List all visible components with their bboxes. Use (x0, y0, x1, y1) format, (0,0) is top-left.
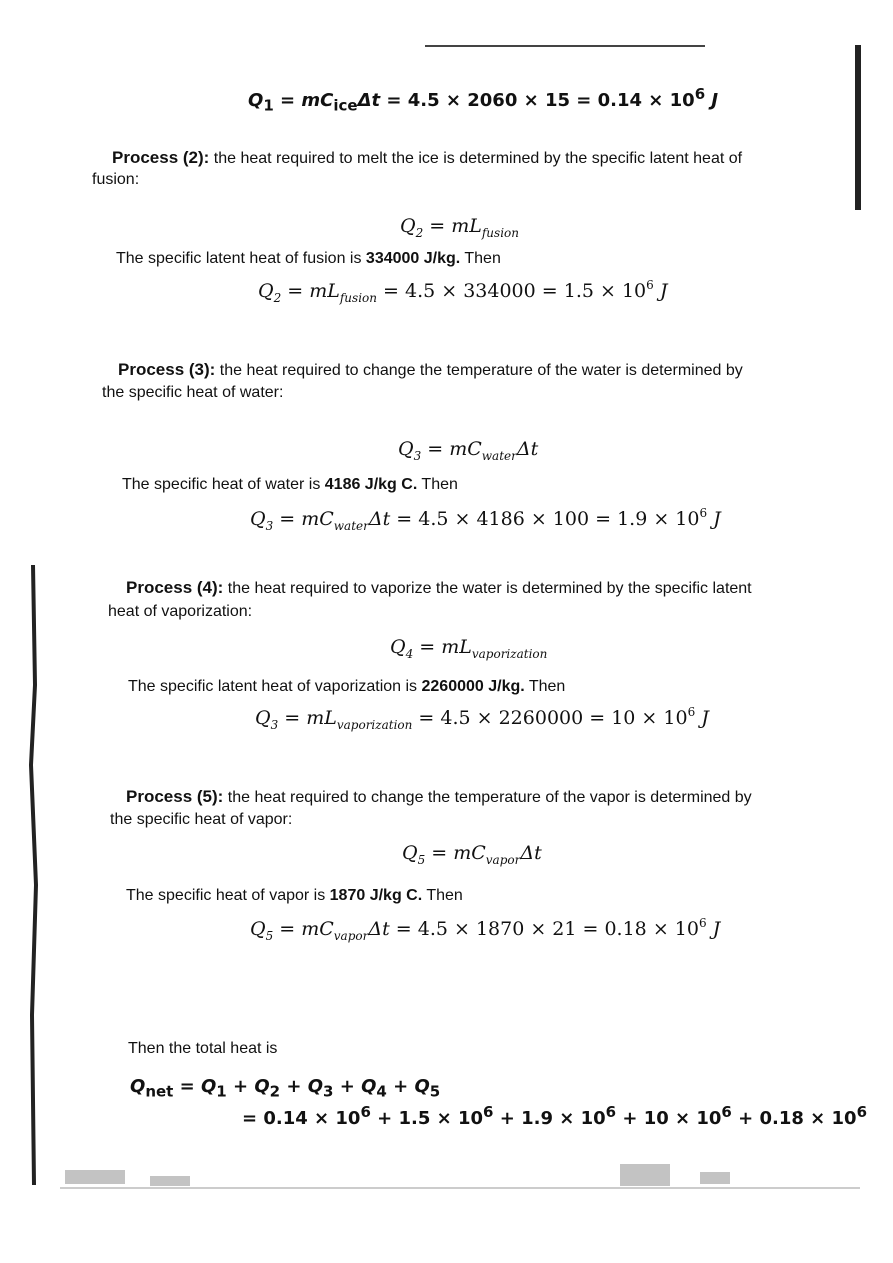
calc-q4: $Q_3 = mL_{vaporization} = 4.5 \times 2260000 = 10 \times 10^6$ J (255, 705, 709, 732)
equation-q1: $Q_1 = mC_{ice}\Delta t = 4.5 \times 2060 \times 15 = 0.14 \times 10^6$ J (248, 85, 719, 115)
process2-label: Process (2): (112, 148, 210, 167)
process4-line1: Process (4): the heat required to vaporize the water is determined by the specific latent (126, 578, 752, 597)
formula-q4: $Q_4 = mL_{vaporization}$ (390, 636, 548, 661)
process3-line2: the specific heat of water: (102, 384, 284, 401)
process5-line2: the specific heat of vapor: (110, 811, 293, 828)
process2-line2: fusion: (92, 171, 140, 188)
process5-note: The specific heat of vapor is 1870 J/kg C. Then (126, 887, 463, 904)
calc-q3: $Q_3 = mC_{water}\Delta t = 4.5 \times 4186 \times 100 = 1.9 \times 10^6$ J (250, 506, 721, 533)
top-rule (425, 45, 705, 47)
process2-line1: Process (2): the heat required to melt the ice is determined by the specific latent heat of (112, 148, 743, 167)
process4-note: The specific latent heat of vaporization is 2260000 J/kg. Then (128, 678, 566, 695)
scan-edge-left (28, 565, 38, 1185)
total-values: = $0.14 \times 10^6 + 1.5 \times 10^6 + 1.9 \times 10^6 + 10 \times 10^6 + 0.18 \times 10^6$ (242, 1103, 867, 1129)
calc-q5: $Q_5 = mC_{vapor}\Delta t = 4.5 \times 1870 \times 21 = 0.18 \times 10^6$ J (250, 916, 721, 943)
process5-line1: Process (5): the heat required to change the temperature of the vapor is determined by (126, 787, 752, 806)
process4-line2: heat of vaporization: (108, 603, 253, 620)
process3-line1: Process (3): the heat required to change the temperature of the water is determined by (118, 360, 743, 379)
process4-label: Process (4): (126, 578, 224, 597)
formula-q5: $Q_5 = mC_{vapor}\Delta t$ (402, 842, 542, 867)
calc-q2: $Q_2 = mL_{fusion} = 4.5 \times 334000 = 1.5 \times 10^6$ J (258, 278, 668, 305)
total-intro: Then the total heat is (128, 1040, 278, 1057)
process3-label: Process (3): (118, 360, 216, 379)
scan-edge-right (855, 45, 861, 210)
formula-q2: $Q_2 = mL_{fusion}$ (400, 215, 519, 240)
process5-label: Process (5): (126, 787, 224, 806)
total-sum: $Q_{net} = Q_1 + Q_2 + Q_3 + Q_4 + Q_5$ (130, 1076, 441, 1101)
process3-note: The specific heat of water is 4186 J/kg C. Then (122, 476, 458, 493)
formula-q3: $Q_3 = mC_{water}\Delta t$ (398, 438, 539, 463)
scan-noise (60, 1160, 860, 1190)
process2-note: The specific latent heat of fusion is 334000 J/kg. Then (116, 250, 501, 267)
